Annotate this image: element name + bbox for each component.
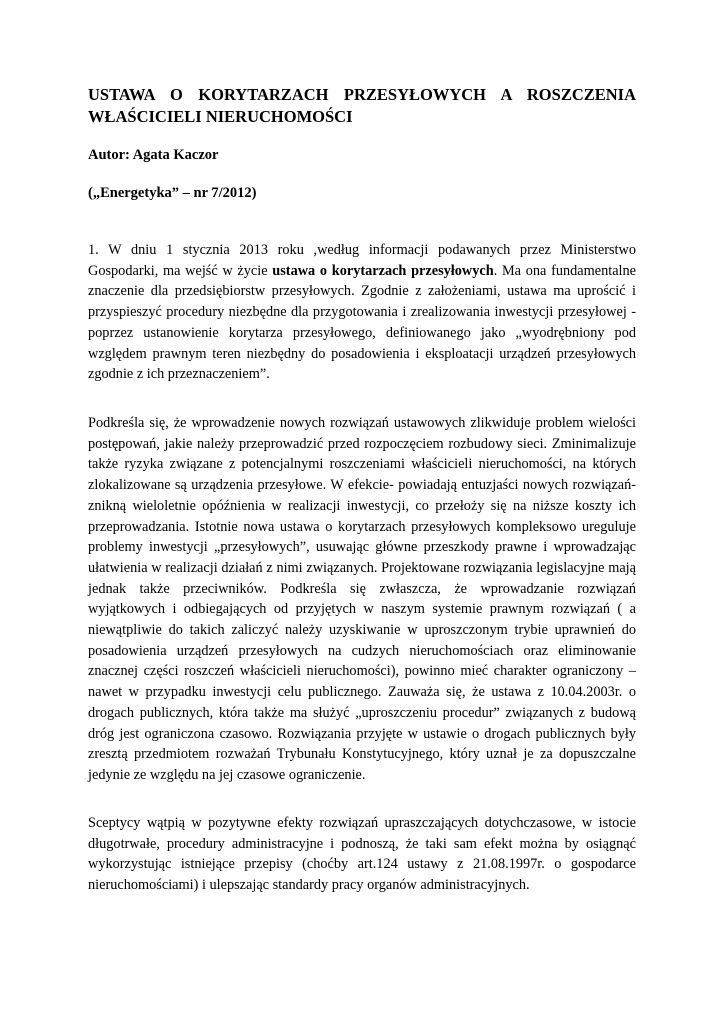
source-line: („Energetyka” – nr 7/2012): [88, 185, 257, 201]
document-title: USTAWA O KORYTARZACH PRZESYŁOWYCH A ROSZCZENIA WŁAŚCICIELI NIERUCHOMOŚCI: [88, 85, 636, 126]
paragraph-1-start: 1. W dniu 1 stycznia 2013 roku ,według informacji podawanych przez Ministerstwo Gospodarki, ma wejść w życie: [88, 242, 636, 279]
author-line: Autor: Agata Kaczor: [88, 147, 219, 163]
paragraph-2: Podkreśla się, że wprowadzenie nowych rozwiązań ustawowych zlikwiduje problem wielości postępowań, jakie należy przeprowadzić przed rozpoczęciem rozbudowy sieci. Zminimalizuje także ryzyka związane z potencjalnymi roszczeniami właścicieli nieruchomości, na których zlokalizowane są urządzenia przesyłowe. W efekcie- powiadają entuzjaści nowych rozwiązań- znikną wieloletnie opóźnienia w realizacji inwestycji, co przełoży się na niższe koszty ich przeprowadzania. Istotnie nowa ustawa o korytarzach przesyłowych kompleksowo ureguluje problemy inwestycji „przesyłowych”, usuwając główne przeszkody prawne i wprowadzając ułatwienia w realizacji działań z nimi związanych. Projektowane rozwiązania legislacyjne mają jednak także przeciwników. Podkreśla się zwłaszcza, że wprowadzanie rozwiązań wyjątkowych i odbiegających od przyjętych w naszym systemie prawnym rozwiązań ( a niewątpliwie do takich zaliczyć należy uzyskiwanie w uproszczonym trybie uprawnień do posadowienia urządzeń przesyłowych na cudzych nieruchomościach oraz eliminowanie znacznej części roszczeń właścicieli nieruchomości), powinno mieć charakter ograniczony – nawet w przypadku inwestycji celu publicznego. Zauważa się, że ustawa z 10.04.2003r. o drogach publicznych, która także ma służyć „uproszczeniu procedur” związanych z budową dróg jest ograniczona czasowo. Rozwiązania przyjęte w ustawie o drogach publicznych były zresztą przedmiotem rozważań Trybunału Konstytucyjnego, który uznał je za dopuszczalne jedynie ze względu na jej czasowe ograniczenie.: [88, 415, 636, 783]
paragraph-3: Sceptycy wątpią w pozytywne efekty rozwiązań upraszczających dotychczasowe, w istocie długotrwałe, procedury administracyjne i podnoszą, że taki sam efekt można by osiągnąć wykorzystując istniejące przepisy (choćby art.124 ustawy z 21.08.1997r. o gospodarce nieruchomościami) i ulepszając standardy pracy organów administracyjnych.: [88, 815, 636, 894]
paragraph-1: [88, 240, 636, 385]
bold-law-name: ustawa o korytarzach przesyłowych: [272, 262, 494, 279]
paragraph-1-rest: . Ma ona fundamentalne znaczenie dla przedsiębiorstw przesyłowych. Zgodnie z założeniami, ustawa ma uprościć i przyspieszyć procedury niezbędne dla przygotowania i zrealizowania inwestycji przesyłowej - poprzez ustanowienie korytarza przesyłowego, definiowanego jako „wyodrębniony pod względem prawnym teren niezbędny do posadowienia i eksploatacji urządzeń przesyłowych zgodnie z ich przeznaczeniem”.: [88, 262, 637, 383]
